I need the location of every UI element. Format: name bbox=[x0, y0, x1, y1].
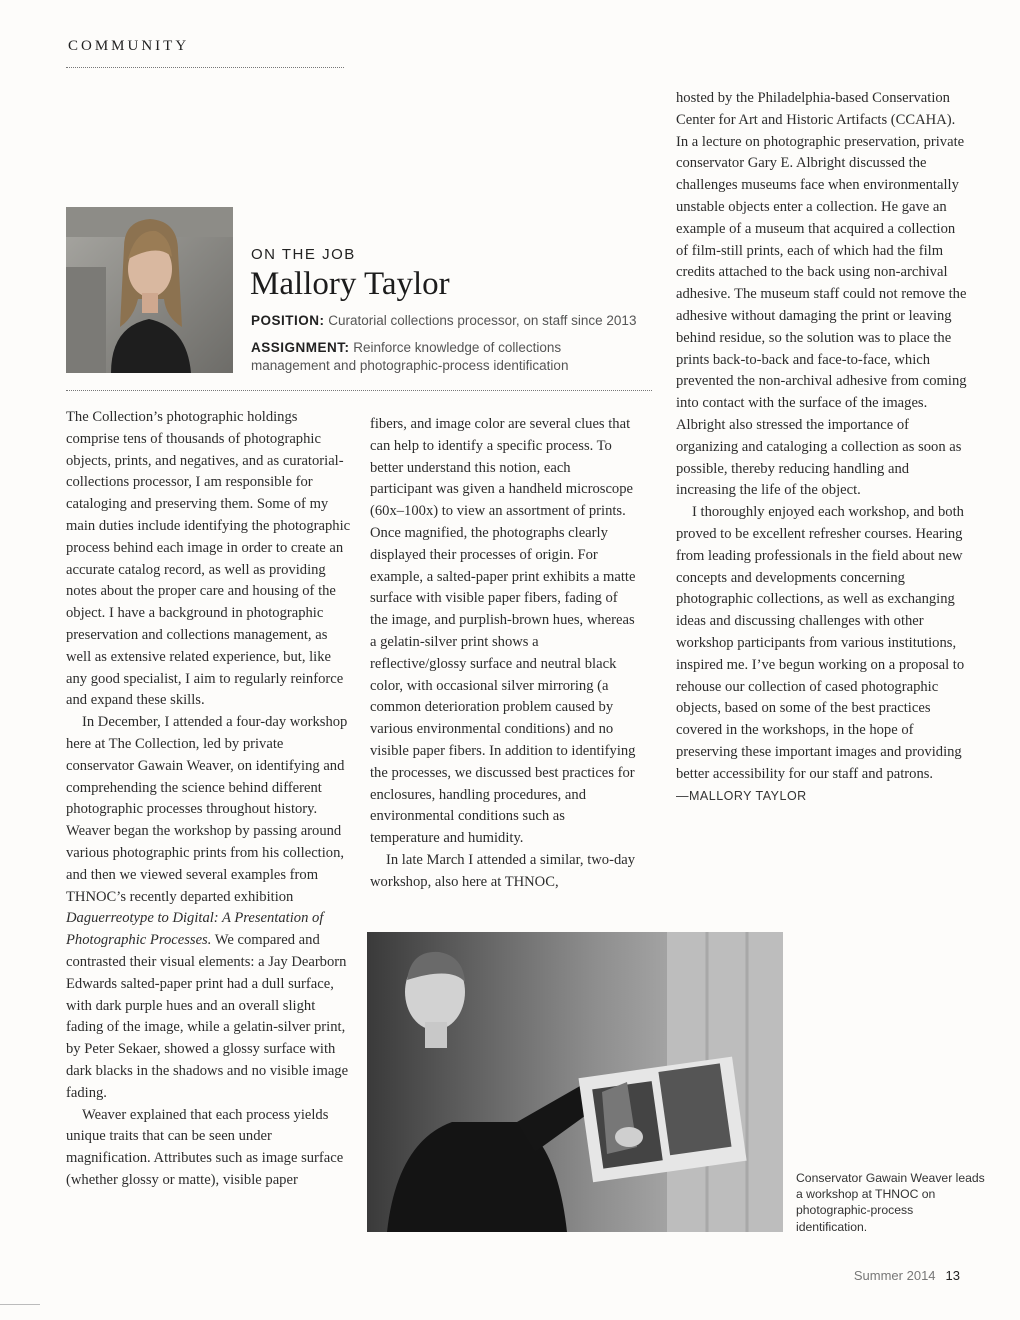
position-value: Curatorial collections processor, on staff since 2013 bbox=[328, 313, 637, 328]
workshop-photo bbox=[367, 932, 783, 1232]
assignment-value-2: management and photographic-process identification bbox=[251, 358, 569, 373]
paragraph-text: In December, I attended a four-day workshop here at The Collection, led by private conservator Gawain Weaver, on identifying and comprehending the science behind different photographic processes throughout history. Weaver began the workshop by passing around various photographic prints from his collection, and then we viewed several examples from THNOC’s recently departed exhibition bbox=[66, 714, 348, 905]
photo-caption: Conservator Gawain Weaver leads a workshop at THNOC on photographic-process identification. bbox=[796, 1171, 985, 1234]
column-1 bbox=[66, 407, 352, 1192]
profile-name: Mallory Taylor bbox=[250, 266, 450, 302]
assignment-line bbox=[251, 339, 671, 375]
assignment-value-1: Reinforce knowledge of collections bbox=[353, 340, 562, 355]
paragraph: Weaver explained that each process yields unique traits that can be seen under magnification. Attributes such as image surface (whether glossy or matte), visible paper bbox=[66, 1106, 344, 1188]
byline: —MALLORY TAYLOR bbox=[676, 788, 807, 803]
portrait-photo bbox=[66, 207, 233, 373]
on-the-job-kicker: ON THE JOB bbox=[251, 246, 356, 263]
position-line bbox=[251, 312, 671, 330]
paragraph bbox=[66, 712, 352, 1104]
header-divider bbox=[66, 67, 344, 68]
position-label: POSITION: bbox=[251, 313, 325, 328]
page-number: 13 bbox=[945, 1268, 960, 1283]
section-label: COMMUNITY bbox=[68, 38, 190, 54]
paragraph: fibers, and image color are several clues that can help to identify a specific process. To better understand this notion, each participant was given a handheld microscope (60x–100x) to view an assortment of prints. Once magnified, the photographs clearly displayed their processes of origin. For example, a salted-paper print exhibits a matte surface with visible paper fibers, fading of the image, and purplish-brown hues, whereas a gelatin-silver print shows a reflective/glossy surface and neutral black color, with occasional silver mirroring (a common deterioration problem caused by various environmental conditions) and no visible paper fibers. In addition to identifying the processes, we discussed best practices for enclosures, handling procedures, and environmental conditions such as temperature and humidity. bbox=[370, 416, 636, 847]
paragraph-text: We compared and contrasted their visual elements: a Jay Dearborn Edwards salted-paper print had a dull surface, with dark purple hues and an overall slight fading of the image, while a gelatin-silver print, by Peter Sekaer, showed a glossy surface with dark blacks in the shadows and no visible image fading. bbox=[66, 932, 349, 1101]
byline-line bbox=[676, 786, 968, 808]
column-2 bbox=[370, 414, 636, 894]
paragraph: I thoroughly enjoyed each workshop, and both proved to be excellent refresher courses. Hearing from leading professionals in the field about new concepts and developments concerning photographic collections, as well as exchanging ideas and discussing challenges with other workshop participants from various institutions, inspired me. I’ve begun working on a proposal to rehouse our collection of cased photographic objects, based on some of the best practices covered in the workshops, in the hope of preserving these important images and providing better accessibility for our staff and patrons. bbox=[676, 504, 965, 782]
margin-mark bbox=[0, 1304, 40, 1305]
column-3 bbox=[676, 88, 968, 807]
assignment-label: ASSIGNMENT: bbox=[251, 340, 350, 355]
paragraph: The Collection’s photographic holdings comprise tens of thousands of photographic objects, prints, and negatives, and as curatorial-collections processor, I am responsible for cataloging and preserving them. Some of my main duties include identifying the photographic process behind each image in order to create an accurate catalog record, as well as providing notes about the proper care and housing of the object. I have a background in photographic preservation and collections management, as well as extensive related experience, but, like any good specialist, I aim to regularly reinforce and expand these skills. bbox=[66, 409, 351, 709]
page-footer bbox=[854, 1268, 960, 1283]
issue-label: Summer 2014 bbox=[853, 1268, 936, 1283]
exhibition-title: Daguerreotype to Digital: A Presentation of Photographic Processes. bbox=[66, 910, 324, 949]
paragraph: In late March I attended a similar, two-day workshop, also here at THNOC, bbox=[370, 851, 636, 890]
paragraph: hosted by the Philadelphia-based Conservation Center for Art and Historic Artifacts (CCAHA). In a lecture on photographic preservation, private conservator Gary E. Albright discussed the challenges museums face when environmentally unstable objects enter a collection. He gave an example of a museum that acquired a collection of film-still prints, each of which had the film credits attached to the back using non-archival adhesive. The museum staff could not remove the adhesive without damaging the print or leaving behind residue, so the solution was to place the prints back-to-back and face-to-face, which prevented the non-archival adhesive from coming into contact with the surface of the images. Albright also stressed the importance of organizing and cataloging a collection as soon as possible, thereby reducing handling and increasing the life of the object. bbox=[676, 90, 967, 499]
profile-divider bbox=[66, 390, 652, 391]
